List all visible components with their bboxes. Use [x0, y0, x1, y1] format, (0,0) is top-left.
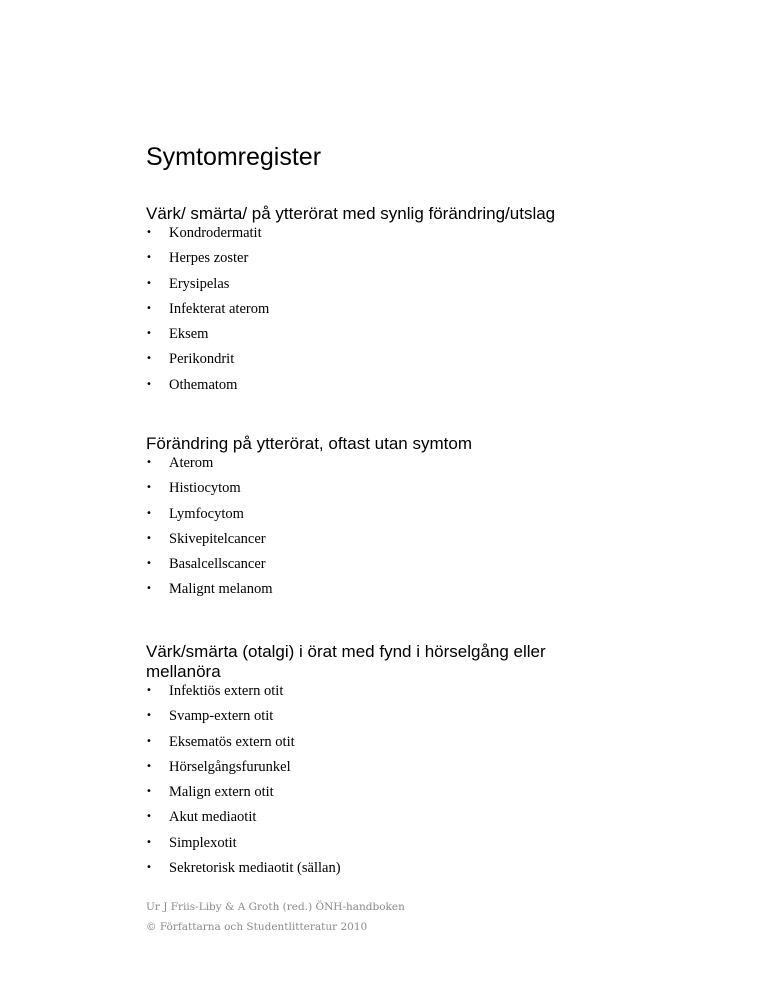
bullet-icon: • [146, 252, 152, 264]
symptom-list [146, 454, 616, 606]
list-item-label: Erysipelas [169, 275, 230, 292]
list-item-label: Lymfocytom [169, 505, 244, 522]
section-heading: Värk/ smärta/ på ytterörat med synlig förändring/utslag [146, 204, 556, 223]
list-item [146, 224, 616, 249]
bullet-icon: • [146, 378, 152, 390]
list-item [146, 859, 616, 884]
list-item [146, 808, 616, 833]
bullet-icon: • [146, 685, 152, 696]
source-citation: Ur J Friis-Liby & A Groth (red.) ÖNH-handboken [146, 901, 405, 913]
list-item [146, 682, 616, 707]
list-item [146, 300, 616, 325]
list-item-label: Hörselgångsfurunkel [169, 758, 291, 775]
list-item-label: Histiocytom [169, 480, 241, 497]
list-item [146, 505, 616, 530]
source-footer [146, 897, 405, 937]
list-item-label: Kondrodermatit [169, 225, 262, 241]
bullet-icon: • [146, 302, 152, 314]
bullet-icon: • [146, 558, 152, 570]
bullet-icon: • [146, 482, 152, 494]
list-item-label: Aterom [169, 455, 214, 471]
list-item-label: Skivepitelcancer [169, 530, 266, 547]
section-heading: Värk/smärta (otalgi) i örat med fynd i hörselgång eller mellanöra [146, 642, 546, 681]
list-item-label: Herpes zoster [169, 250, 249, 267]
list-item-label: Simplexotit [169, 834, 237, 851]
symptom-list [146, 682, 616, 884]
section-heading: Förändring på ytterörat, oftast utan symtom [146, 434, 472, 453]
list-item [146, 325, 616, 350]
list-item [146, 530, 616, 555]
list-item [146, 733, 616, 758]
section-outer-ear-visible-changes [146, 204, 616, 401]
bullet-icon: • [146, 836, 152, 848]
bullet-icon: • [146, 277, 152, 289]
list-item [146, 454, 616, 479]
bullet-icon: • [146, 507, 152, 519]
bullet-icon: • [146, 583, 152, 595]
section-outer-ear-no-symptoms [146, 434, 616, 606]
list-item [146, 376, 616, 401]
list-item [146, 275, 616, 300]
bullet-icon: • [146, 328, 152, 340]
bullet-icon: • [146, 811, 152, 823]
list-item [146, 249, 616, 274]
bullet-icon: • [146, 227, 152, 238]
bullet-icon: • [146, 862, 152, 874]
bullet-icon: • [146, 735, 152, 747]
list-item-label: Basalcellscancer [169, 556, 266, 573]
list-item [146, 783, 616, 808]
list-item [146, 834, 616, 859]
list-item-label: Infektiös extern otit [169, 683, 284, 699]
list-item-label: Sekretorisk mediaotit (sällan) [169, 860, 341, 877]
list-item-label: Malignt melanom [169, 581, 273, 598]
bullet-icon: • [146, 786, 152, 798]
bullet-icon: • [146, 457, 152, 468]
list-item-label: Akut mediaotit [169, 809, 257, 826]
bullet-icon: • [146, 532, 152, 544]
list-item [146, 707, 616, 732]
symptom-list [146, 224, 616, 401]
list-item [146, 479, 616, 504]
list-item [146, 350, 616, 375]
list-item-label: Malign extern otit [169, 784, 274, 801]
bullet-icon: • [146, 353, 152, 365]
page-title: Symtomregister [146, 143, 322, 171]
copyright-notice: © Författarna och Studentlitteratur 2010 [146, 921, 368, 933]
list-item-label: Eksematös extern otit [169, 733, 295, 750]
list-item [146, 758, 616, 783]
list-item-label: Eksem [169, 326, 209, 343]
list-item-label: Infekterat aterom [169, 300, 270, 317]
list-item [146, 580, 616, 605]
list-item [146, 555, 616, 580]
list-item-label: Othematom [169, 376, 238, 393]
bullet-icon: • [146, 710, 152, 722]
list-item-label: Svamp-extern otit [169, 708, 274, 725]
section-otalgia-with-findings [146, 642, 616, 884]
list-item-label: Perikondrit [169, 351, 235, 368]
bullet-icon: • [146, 760, 152, 772]
